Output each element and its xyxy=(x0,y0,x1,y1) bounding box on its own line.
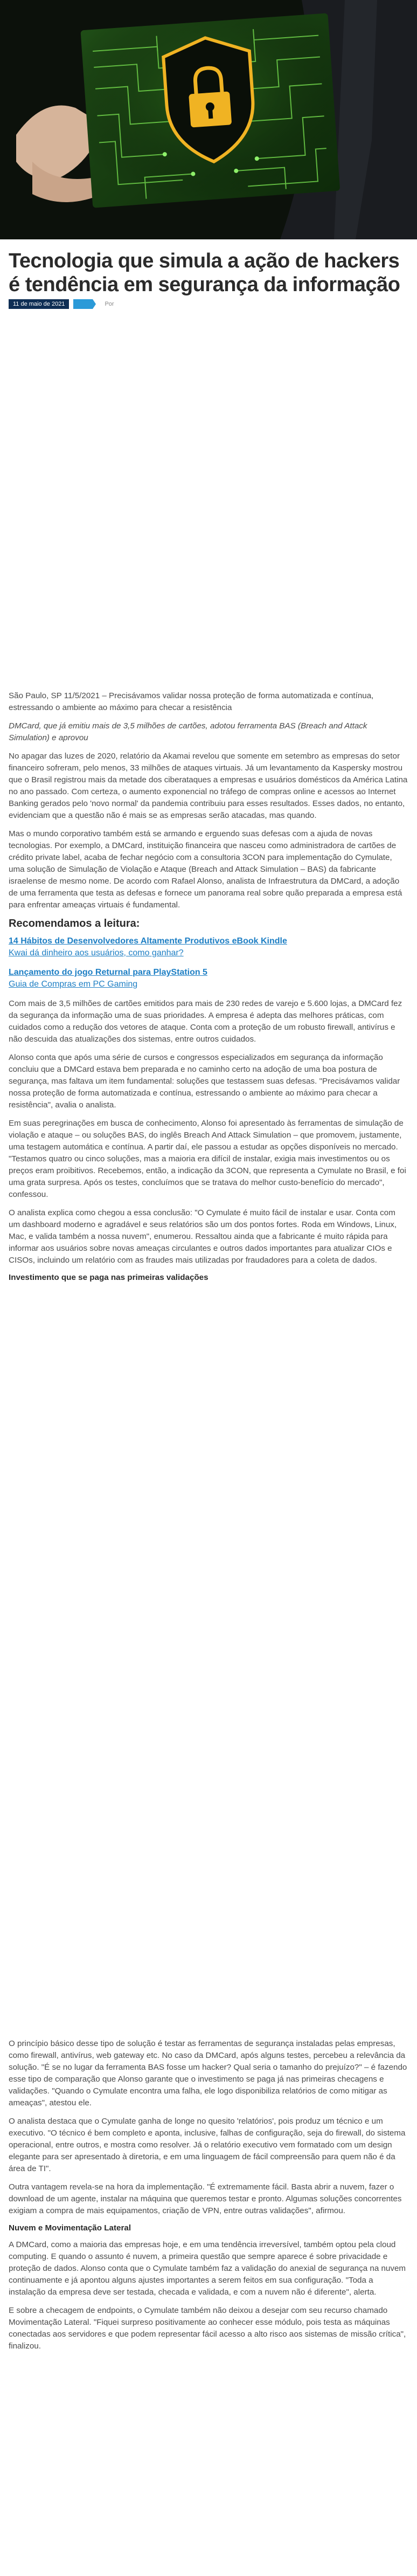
body-paragraph: Alonso conta que após uma série de cursos e congressos especializados em segurança da informação concluiu que a DMCard estava bem preparada e no caminho certo na adoção de uma boa postura de segurança, mas faltava um item fundamental: soluções que testassem suas defesas. "Precisávamos validar nossa proteção de forma automatizada e contínua, estressando o ambiente ao máximo para checar a resistência", avalia o analista. xyxy=(9,1053,400,1110)
body-paragraph: Outra vantagem revela-se na hora da implementação. "É extremamente fácil. Basta abrir a nuvem, fazer o download de um agente, instalar na máquina que queremos testar e pronto. Algumas soluções concorrentes exigiam a compra de mais equipamentos, criação de VPN, entre outras validações", afirmou. xyxy=(9,2182,402,2215)
body-paragraph: Em suas peregrinações em busca de conhecimento, Alonso foi apresentado às ferramentas de simulação de violação e ataque – ou soluções BAS, do inglês Breach And Attack Simulation – que promovem, justamente, uma testagem automática e contínua. A partir daí, ele passou a estudar as opções disponíveis no mercado. "Testamos quatro ou cinco soluções, mas a maioria era difícil de instalar, exigia mais investimentos ou os preços eram proibitivos. Recebemos, então, a indicação da 3CON, que representa a Cymulate no Brasil, e foi uma grata surpresa. Após os testes, concluímos que se tratava do melhor custo-benefício do mercado", confessou. xyxy=(9,1119,406,1199)
body-paragraph: O analista destaca que o Cymulate ganha de longe no quesito 'relatórios', pois produz um técnico e um executivo. "O técnico é bem completo e aponta, inclusive, falhas de configuração, seja do firewall, do sistema operacional, entre outros, e mostra como resolver. Já o relatório executivo vem formatado com um design elegante para ser apresentado à diretoria, e em uma linguagem de fácil compreensão para quem não é da área de TI". xyxy=(9,2117,406,2173)
hero-image xyxy=(0,0,417,239)
recommended-link[interactable]: Guia de Compras em PC Gaming xyxy=(9,980,138,989)
section-heading: Investimento que se paga nas primeiras validações xyxy=(9,1273,208,1282)
article-intro xyxy=(9,690,408,1289)
body-paragraph: O princípio básico desse tipo de solução é testar as ferramentas de segurança instaladas pelas empresas, como firewall, antivírus, web gateway etc. No caso da DMCard, após alguns testes, percebeu a relevância da solução. "É se no lugar da ferramenta BAS fosse um hacker? Qual seria o tamanho do prejuízo?" – é fazendo esse tipo de comparação que Alonso garante que o investimento se paga já nas primeiras checagens e validações. "Quando o Cymulate encontra uma falha, ele logo disponibiliza relatórios de como mitigar as ameaças", atestou ele. xyxy=(9,2039,407,2107)
body-paragraph: No apagar das luzes de 2020, relatório da Akamai revelou que somente em setembro as empresas do setor financeiro sofreram, pelo menos, 33 milhões de ataques virtuais. Já um levantamento da Kaspersky mostrou que o Brasil registrou mais da metade dos ciberataques a empresas e usuários domésticos da América Latina no ano passado. Com certeza, o aumento exponencial no tráfego de compras online e acessos ao Internet Banking gerados pelo 'novo normal' da pandemia contribuiu para esses resultados. Esses dados, no entanto, evidenciam que a questão não é mais se as empresas serão atacadas, mas quando. xyxy=(9,752,408,820)
body-paragraph: O analista explica como chegou a essa conclusão: "O Cymulate é muito fácil de instalar e usar. Conta com um dashboard moderno e agradável e seus relatórios são um dos pontos fortes. Roda em Windows, Linux, Mac, e valida também a nossa nuvem", enumerou. Ressaltou ainda que a fabricante é muito rápida para informar aos usuários sobre novas ameaças circulantes e outros dados importantes para atualizar CIOs e CISOs, incluindo um relatório com as fraudes mais utilizadas por fraudadores para a coleta de dados. xyxy=(9,1208,397,1265)
body-paragraph: Com mais de 3,5 milhões de cartões emitidos para mais de 230 redes de varejo e 5.600 lojas, a DMCard fez da segurança da informação uma de suas prioridades. A empresa é adepta das melhores práticas, com cuidados como a redução dos vetores de ataque. Conta com a proteção de um robusto firewall, antivírus e não descuida das atualizações dos sistemas, entre outros cuidados. xyxy=(9,999,402,1044)
recommended-link[interactable]: Lançamento do jogo Returnal para PlayStation 5 xyxy=(9,968,207,977)
body-paragraph: A DMCard, como a maioria das empresas hoje, e em uma tendência irreversível, também optou pela cloud computing. E quando o assunto é nuvem, a primeira questão que sempre aparece é sobre privacidade e proteção de dados. Alonso conta que o Cymulate também faz a validação do anexial de segurança na nuvem continuamente e já apontou alguns ajustes importantes a serem feitos em sua configuração. "Toda a instalação da empresa deve ser testada, checada e validada, e com a nuvem não é diferente", alerta. xyxy=(9,2240,406,2297)
author-prefix: Por xyxy=(105,301,114,307)
circuit-lock-illustration xyxy=(0,0,417,239)
recommended-link[interactable]: Kwai dá dinheiro aos usuários, como ganhar? xyxy=(9,948,184,958)
body-paragraph: Mas o mundo corporativo também está se armando e erguendo suas defesas com a ajuda de novas tecnologias. Por exemplo, a DMCard, instituição financeira que nasceu como administradora de cartões de crédito private label, acaba de fechar negócio com a consultoria 3CON para implementação do Cymulate, uma solução de Simulação de Violação e Ataque (Breach and Attack Simulation – BAS) da fabricante israelense de mesmo nome. De acordo com Rafael Alonso, analista de Infraestrutura da DMCard, a adoção de uma ferramenta que testa as defesas e fornece um panorama real sobre quão preparada a empresa está para enfrentar ameaças virtuais é fundamental. xyxy=(9,829,402,910)
recommended-heading: Recomendamos a leitura: xyxy=(9,918,140,929)
article-meta xyxy=(9,299,408,309)
category-tag[interactable] xyxy=(73,299,93,309)
date-badge: 11 de maio de 2021 xyxy=(9,299,69,309)
article-title: Tecnologia que simula a ação de hackers é tendência em segurança da informação xyxy=(9,250,400,296)
article-body-lower xyxy=(9,2038,408,2359)
body-paragraph: E sobre a checagem de endpoints, o Cymulate também não deixou a desejar com seu recurso chamado Movimentação Lateral. "Fiquei surpreso positivamente ao conhecer esse módulo, pois testa as máquinas conectadas aos servidores e que podem representar fácil acesso a alto risco aos sistemas de missão crítica", finalizou. xyxy=(9,2306,406,2351)
subhead-paragraph: DMCard, que já emitiu mais de 3,5 milhões de cartões, adotou ferramenta BAS (Breach and Attack Simulation) e aprovou xyxy=(9,721,367,742)
dateline-paragraph: São Paulo, SP 11/5/2021 – Precisávamos validar nossa proteção de forma automatizada e contínua, estressando o ambiente ao máximo para checar a resistência xyxy=(9,691,374,712)
recommended-link[interactable]: 14 Hábitos de Desenvolvedores Altamente Produtivos eBook Kindle xyxy=(9,936,287,946)
section-heading: Nuvem e Movimentação Lateral xyxy=(9,2223,131,2233)
recommended-reading xyxy=(9,918,408,990)
